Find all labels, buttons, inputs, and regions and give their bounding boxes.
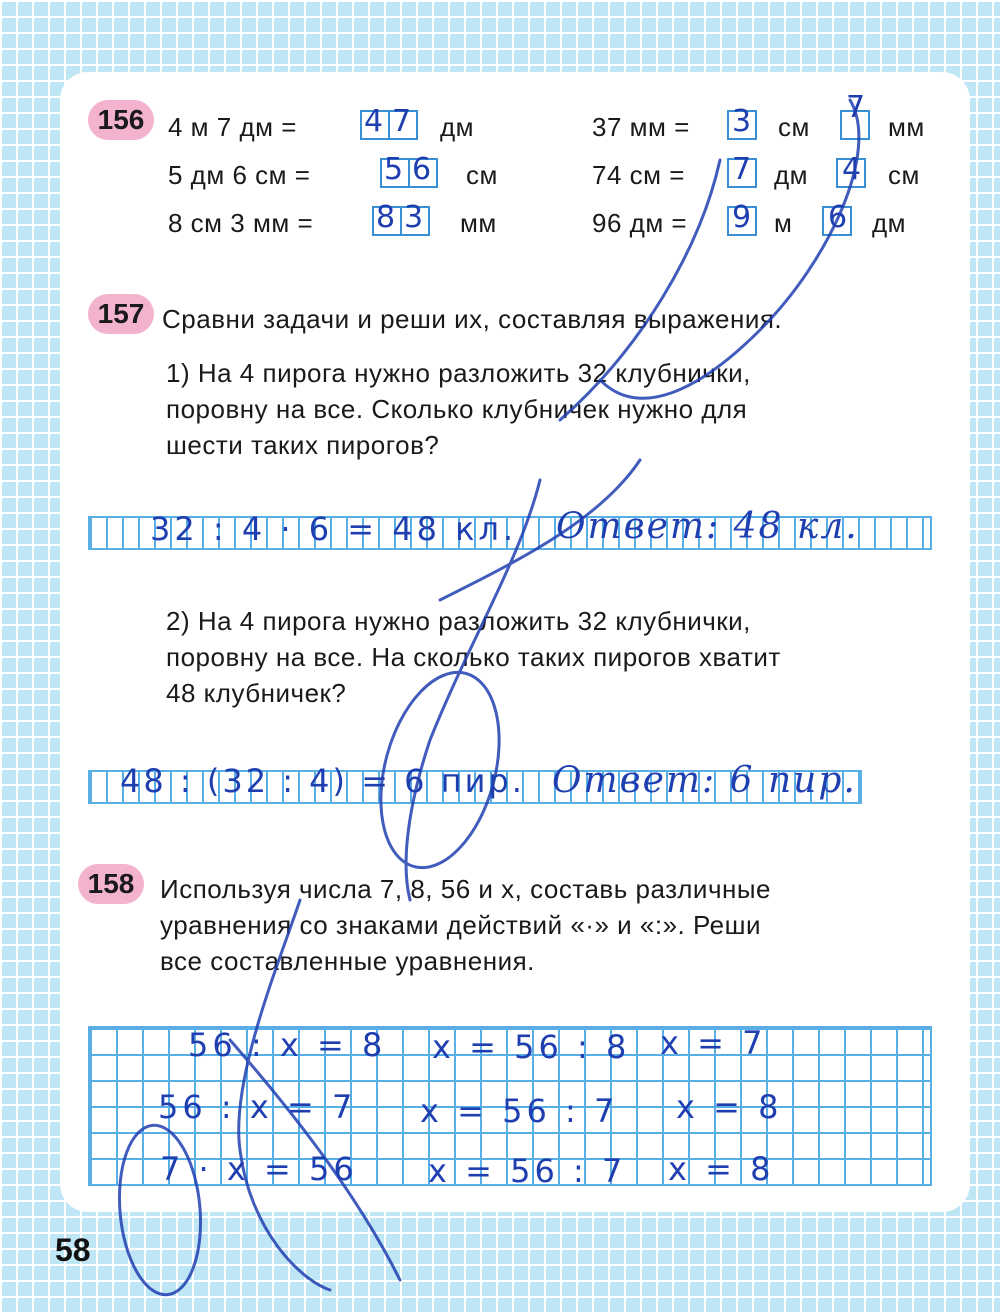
ex156-row2-ans4: 4 <box>842 152 862 187</box>
ex158-instruction-line2: уравнения со знаками действий «·» и «:». Реши <box>160 910 762 940</box>
ex156-row1-right: 37 мм = <box>592 112 690 142</box>
ex156-row3-left: 8 см 3 мм = <box>168 208 314 238</box>
ex156-row1-ans1: 4 <box>364 104 384 139</box>
ex156-row2-ans1: 5 <box>384 152 404 187</box>
ex156-row2-unit3: см <box>888 160 920 190</box>
ex157-task1-line1: 1) На 4 пирога нужно разложить 32 клубнички, <box>166 358 751 388</box>
ex156-row2-unit: см <box>466 160 498 190</box>
ex158-row3-eq: 7 · x = 56 <box>160 1150 358 1188</box>
ex156-row1-unit3: мм <box>888 112 925 142</box>
exercise-156-badge: 156 <box>88 100 154 140</box>
ex158-row2-eq: 56 : x = 7 <box>158 1088 357 1126</box>
ex158-row1-step: x = 56 : 8 <box>432 1028 631 1066</box>
ex158-instruction-line3: все составленные уравнения. <box>160 946 535 976</box>
ex157-task2-answer: Ответ: 6 пир. <box>552 760 857 801</box>
exercise-158-badge: 158 <box>78 864 144 904</box>
ex158-row1-eq: 56 : x = 8 <box>188 1026 387 1064</box>
ex156-row1-ans2: 7 <box>392 104 412 139</box>
ex156-row2-ans3: 7 <box>732 152 752 187</box>
ex158-row2-result: x = 8 <box>676 1088 783 1126</box>
ex157-task1-answer: Ответ: 48 кл. <box>556 506 859 547</box>
ex156-row3-ans1: 8 <box>376 200 396 235</box>
ex157-task2-line3: 48 клубничек? <box>166 678 347 708</box>
ex157-task1-solution: 32 : 4 · 6 = 48 кл. <box>150 510 518 548</box>
ex156-row1-ans3: 3 <box>732 104 752 139</box>
ex156-row2-right: 74 см = <box>592 160 685 190</box>
ex158-instruction-line1: Используя числа 7, 8, 56 и x, составь различные <box>160 874 772 904</box>
ex156-row3-ans3: 9 <box>732 200 752 235</box>
ex156-row3-right: 96 дм = <box>592 208 688 238</box>
ex156-row1-unit: дм <box>440 112 475 142</box>
ex156-row3-unit: мм <box>460 208 497 238</box>
ex156-row2-unit2: дм <box>774 160 809 190</box>
ex156-row1-unit2: см <box>778 112 810 142</box>
ex157-task2-solution: 48 : (32 : 4) = 6 пир. <box>120 762 525 800</box>
ex156-row1-ans4: 7 <box>846 90 866 125</box>
ex156-row2-ans2: 6 <box>412 152 432 187</box>
ex157-instruction: Сравни задачи и реши их, составляя выражения. <box>162 304 783 334</box>
ex156-row2-left: 5 дм 6 см = <box>168 160 311 190</box>
exercise-157-badge: 157 <box>88 294 154 334</box>
ex157-task1-line2: поровну на все. Сколько клубничек нужно для <box>166 394 748 424</box>
ex158-row3-result: x = 8 <box>668 1150 775 1188</box>
ex158-row1-result: x = 7 <box>660 1024 767 1062</box>
ex157-task1-line3: шести таких пирогов? <box>166 430 440 460</box>
ex156-row3-ans2: 3 <box>404 200 424 235</box>
page-number: 58 <box>55 1232 91 1268</box>
ex158-row3-step: x = 56 : 7 <box>428 1152 627 1190</box>
ex158-row2-step: x = 56 : 7 <box>420 1092 619 1130</box>
ex156-row3-ans4: 6 <box>828 200 848 235</box>
ex157-task2-line2: поровну на все. На сколько таких пирогов хватит <box>166 642 781 672</box>
ex156-row3-unit2: м <box>774 208 793 238</box>
ex157-task2-line1: 2) На 4 пирога нужно разложить 32 клубнички, <box>166 606 751 636</box>
ex156-row1-left: 4 м 7 дм = <box>168 112 297 142</box>
ex156-row3-unit3: дм <box>872 208 907 238</box>
